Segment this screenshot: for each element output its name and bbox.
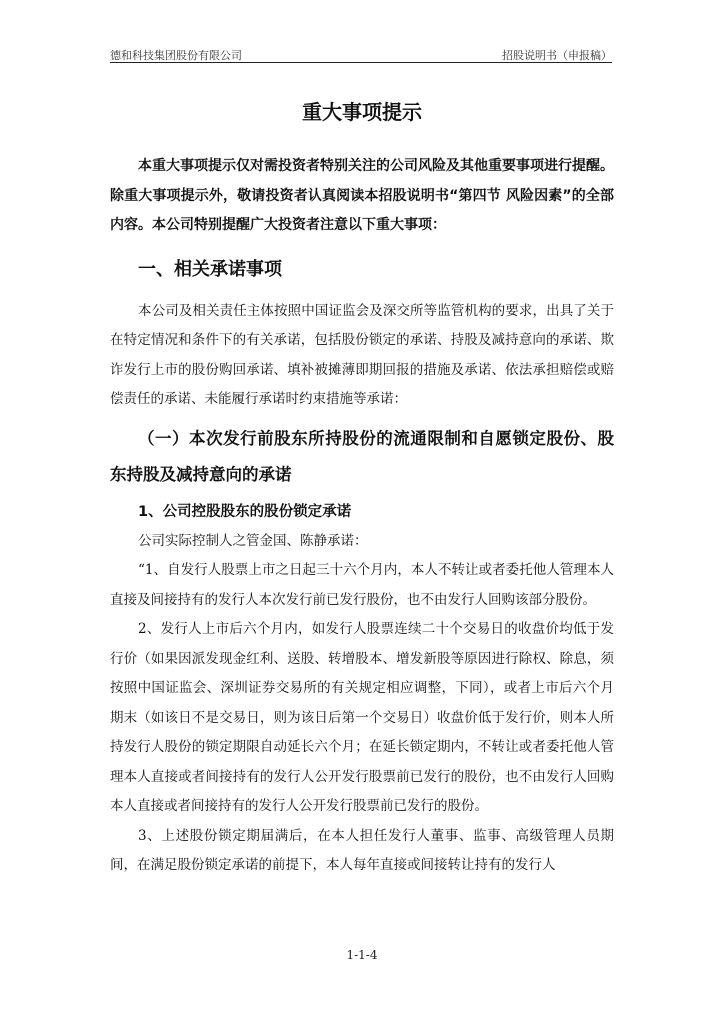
page-title: 重大事项提示 — [302, 100, 422, 124]
page-header — [110, 40, 612, 63]
commitments-paragraph: 本公司及相关责任主体按照中国证监会及深交所等监管机构的要求，出具了关于在特定情况和条件下的有关承诺，包括股份锁定的承诺、持股及减持意向的承诺、欺诈发行上市的股份购回承诺、填补被摊薄即期回报的措施及承诺、依法承担赔偿或赔偿责任的承诺、未能履行承诺时约束措施等承诺： — [110, 302, 614, 407]
commitment-clause-3: 3、上述股份锁定期届满后，在本人担任发行人董事、监事、高级管理人员期间，在满足股份锁定承诺的前提下，本人每年直接或间接转让持有的发行人 — [110, 827, 614, 873]
item-heading-controlling-shareholder: 1、公司控股股东的股份锁定承诺 — [138, 503, 352, 520]
page-body — [110, 98, 614, 881]
subsection-heading-share-lockup: （一）本次发行前股东所持股份的流通限制和自愿锁定股份、股东持股及减持意向的承诺 — [110, 428, 614, 484]
section-heading-commitments: 一、相关承诺事项 — [138, 258, 282, 280]
commitment-clause-2: 2、发行人上市后六个月内，如发行人股票连续二十个交易日的收盘价均低于发行价（如果因派发现金红利、送股、转增股本、增发新股等原因进行除权、除息，须按照中国证监会、深圳证券交易所的有关规定相应调整，下同），或者上市后六个月期末（如该日不是交易日，则为该日后第一个交易日）收盘价低于发行价，则本人所持发行人股份的锁定期限自动延长六个月；在延长锁定期内，不转让或者委托他人管理本人直接或者间接持有的发行人公开发行股票前已发行的股份，也不由发行人回购本人直接或者间接持有的发行人公开发行股票前已发行的股份。 — [110, 621, 614, 814]
header-company-name: 德和科技集团股份有限公司 — [110, 49, 242, 62]
commitment-clause-1: “1、自发行人股票上市之日起三十六个月内，本人不转让或者委托他人管理本人直接及间接持有的发行人本次发行前已发行股份，也不由发行人回购该部分股份。 — [110, 562, 614, 608]
intro-paragraph: 本重大事项提示仅对需投资者特别关注的公司风险及其他重要事项进行提醒。除重大事项提示外，敬请投资者认真阅读本招股说明书“第四节 风险因素”的全部内容。本公司特别提醒广大投资者注意以下重大事项： — [110, 158, 614, 233]
controller-commitment-intro: 公司实际控制人之管金国、陈静承诺： — [138, 532, 368, 549]
page-number: 1-1-4 — [346, 948, 378, 962]
header-document-type: 招股说明书（申报稿） — [502, 49, 612, 62]
